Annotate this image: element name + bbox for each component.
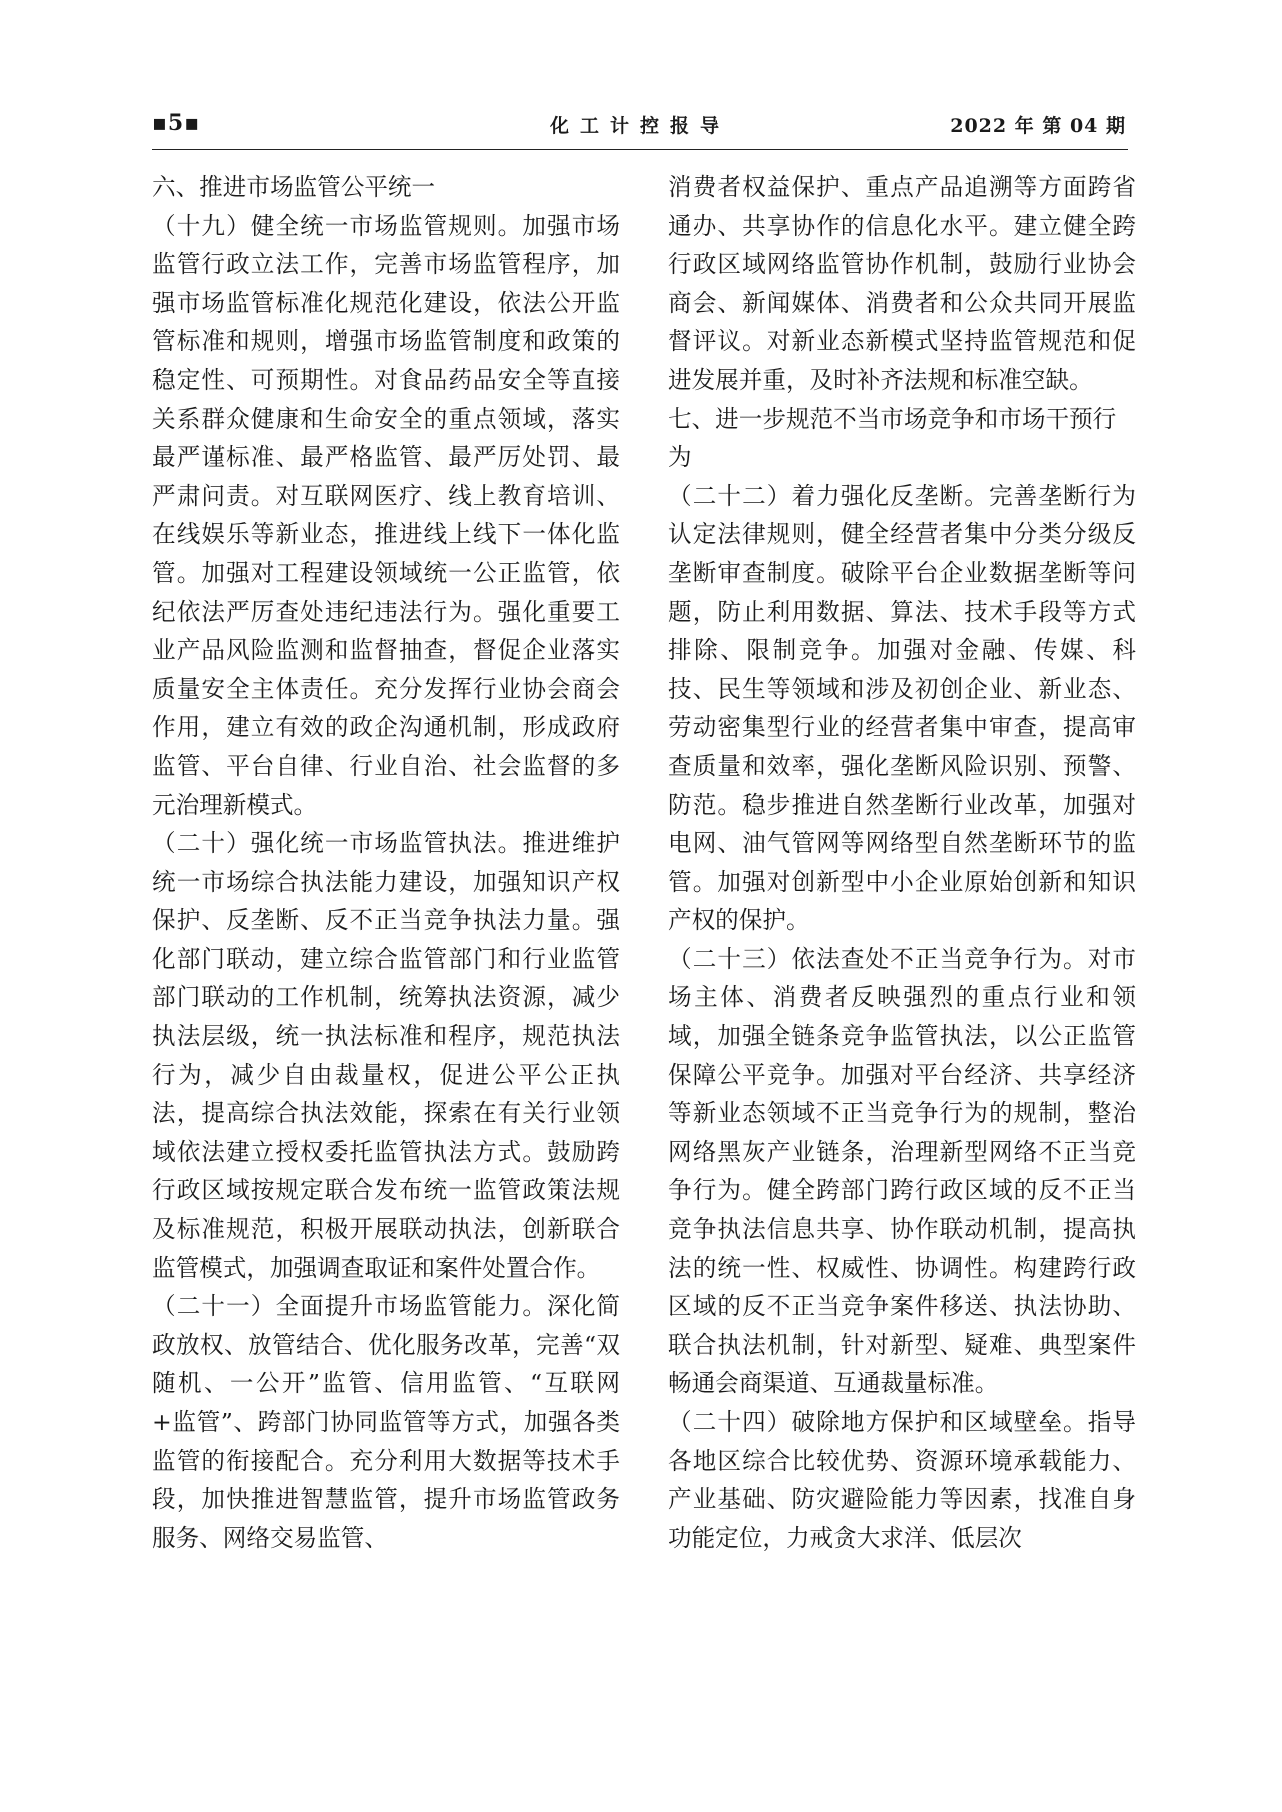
left-column [152, 168, 620, 1557]
issue-label: 2022 年 第 04 期 [950, 115, 1126, 137]
paragraph: （二十四）破除地方保护和区域壁垒。指导各地区综合比较优势、资源环境承载能力、产业基础、防灾避险能力等因素，找准自身功能定位，力戒贪大求洋、低层次 [668, 1408, 1136, 1552]
paragraph: 消费者权益保护、重点产品追溯等方面跨省通办、共享协作的信息化水平。建立健全跨行政区域网络监管协作机制，鼓励行业协会商会、新闻媒体、消费者和公众共同开展监督评议。对新业态新模式坚持监管规范和促进发展并重，及时补齐法规和标准空缺。 [668, 173, 1136, 394]
paragraph: （二十三）依法查处不正当竞争行为。对市场主体、消费者反映强烈的重点行业和领域，加强全链条竞争监管执法，以公正监管保障公平竞争。加强对平台经济、共享经济等新业态领域不正当竞争行为的规制，整治网络黑灰产业链条，治理新型网络不正当竞争行为。健全跨部门跨行政区域的反不正当竞争执法信息共享、协作联动机制，提高执法的统一性、权威性、协调性。构建跨行政区域的反不正当竞争案件移送、执法协助、联合执法机制，针对新型、疑难、典型案件畅通会商渠道、互通裁量标准。 [668, 944, 1136, 1398]
header-divider [152, 149, 1128, 150]
section-heading: 七、进一步规范不当市场竞争和市场干预行为 [668, 404, 1117, 472]
paragraph: （二十二）着力强化反垄断。完善垄断行为认定法律规则，健全经营者集中分类分级反垄断审查制度。破除平台企业数据垄断等问题，防止利用数据、算法、技术手段等方式排除、限制竞争。加强对金融、传媒、科技、民生等领域和涉及初创企业、新业态、劳动密集型行业的经营者集中审查，提高审查质量和效率，强化垄断风险识别、预警、防范。稳步推进自然垄断行业改革，加强对电网、油气管网等网络型自然垄断环节的监管。加强对创新型中小企业原始创新和知识产权的保护。 [668, 481, 1136, 935]
right-column [668, 168, 1136, 1557]
paragraph: （二十）强化统一市场监管执法。推进维护统一市场综合执法能力建设，加强知识产权保护、反垄断、反不正当竞争执法力量。强化部门联动，建立综合监管部门和行业监管部门联动的工作机制，统筹执法资源，减少执法层级，统一执法标准和程序，规范执法行为，减少自由裁量权，促进公平公正执法，提高综合执法效能，探索在有关行业领域依法建立授权委托监管执法方式。鼓励跨行政区域按规定联合发布统一监管政策法规及标准规范，积极开展联动执法，创新联合监管模式，加强调查取证和案件处置合作。 [152, 829, 620, 1282]
page-number: ▪5▪ [152, 110, 201, 136]
journal-title: 化工计控报导 [549, 115, 730, 137]
paragraph: （二十一）全面提升市场监管能力。深化简政放权、放管结合、优化服务改革，完善“双随机、一公开”监管、信用监管、“互联网+监管”、跨部门协同监管等方式，加强各类监管的衔接配合。充分利用大数据等技术手段，加快推进智慧监管，提升市场监管政务服务、网络交易监管、 [152, 1292, 620, 1552]
paragraph: （十九）健全统一市场监管规则。加强市场监管行政立法工作，完善市场监管程序，加强市场监管标准化规范化建设，依法公开监管标准和规则，增强市场监管制度和政策的稳定性、可预期性。对食品药品安全等直接关系群众健康和生命安全的重点领域，落实最严谨标准、最严格监管、最严厉处罚、最严肃问责。对互联网医疗、线上教育培训、在线娱乐等新业态，推进线上线下一体化监管。加强对工程建设领域统一公正监管，依纪依法严厉查处违纪违法行为。强化重要工业产品风险监测和监督抽查，督促企业落实质量安全主体责任。充分发挥行业协会商会作用，建立有效的政企沟通机制，形成政府监管、平台自律、行业自治、社会监督的多元治理新模式。 [152, 211, 620, 819]
section-heading: 六、推进市场监管公平统一 [152, 173, 436, 201]
running-header [152, 104, 1128, 144]
